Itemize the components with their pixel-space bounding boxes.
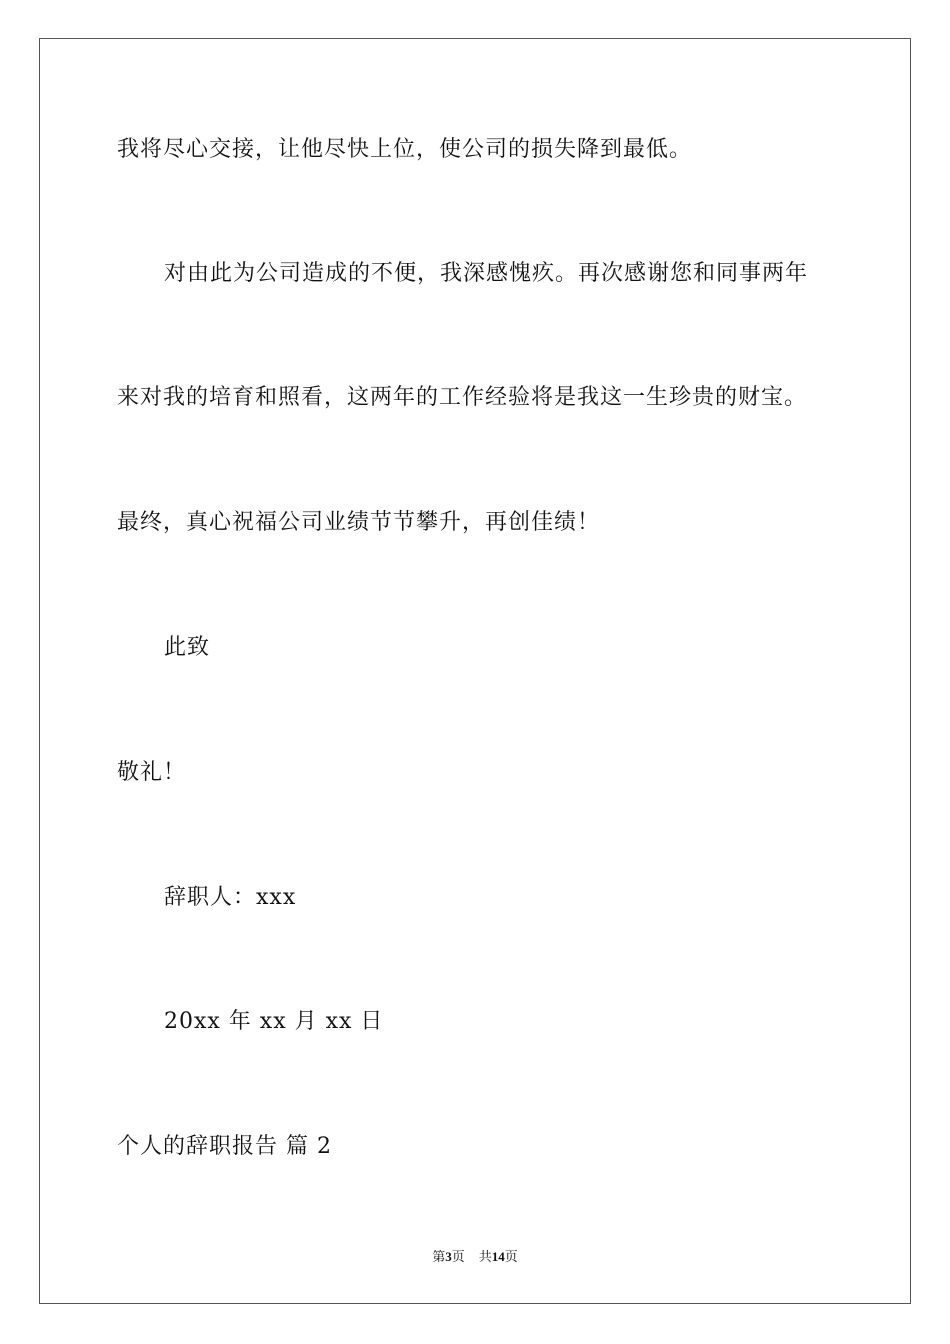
- footer-page-current: 3: [445, 1249, 452, 1264]
- signature-line: 辞职人：xxx: [164, 885, 297, 910]
- footer-page-prefix: 第: [432, 1249, 446, 1264]
- section-heading: 个人的辞职报告 篇 2: [117, 1134, 332, 1159]
- body-line-3: 来对我的培育和照看，这两年的工作经验将是我这一生珍贵的财宝。: [117, 385, 808, 410]
- footer-total-suffix: 页: [504, 1249, 518, 1264]
- page-frame: [39, 38, 911, 1304]
- closing-regards: 敬礼！: [117, 760, 187, 785]
- footer-total-prefix: 共: [478, 1249, 492, 1264]
- closing-salutation: 此致: [164, 635, 211, 660]
- body-line-4: 最终，真心祝福公司业绩节节攀升，再创佳绩！: [117, 510, 601, 535]
- date-line: 20xx 年 xx 月 xx 日: [164, 1009, 384, 1034]
- footer-page-suffix: 页: [451, 1249, 465, 1264]
- footer-page-total: 14: [491, 1249, 505, 1264]
- page-footer: [0, 1248, 950, 1266]
- body-line-2: 对由此为公司造成的不便，我深感愧疚。再次感谢您和同事两年: [164, 261, 809, 286]
- body-line-1: 我将尽心交接，让他尽快上位，使公司的损失降到最低。: [117, 137, 693, 162]
